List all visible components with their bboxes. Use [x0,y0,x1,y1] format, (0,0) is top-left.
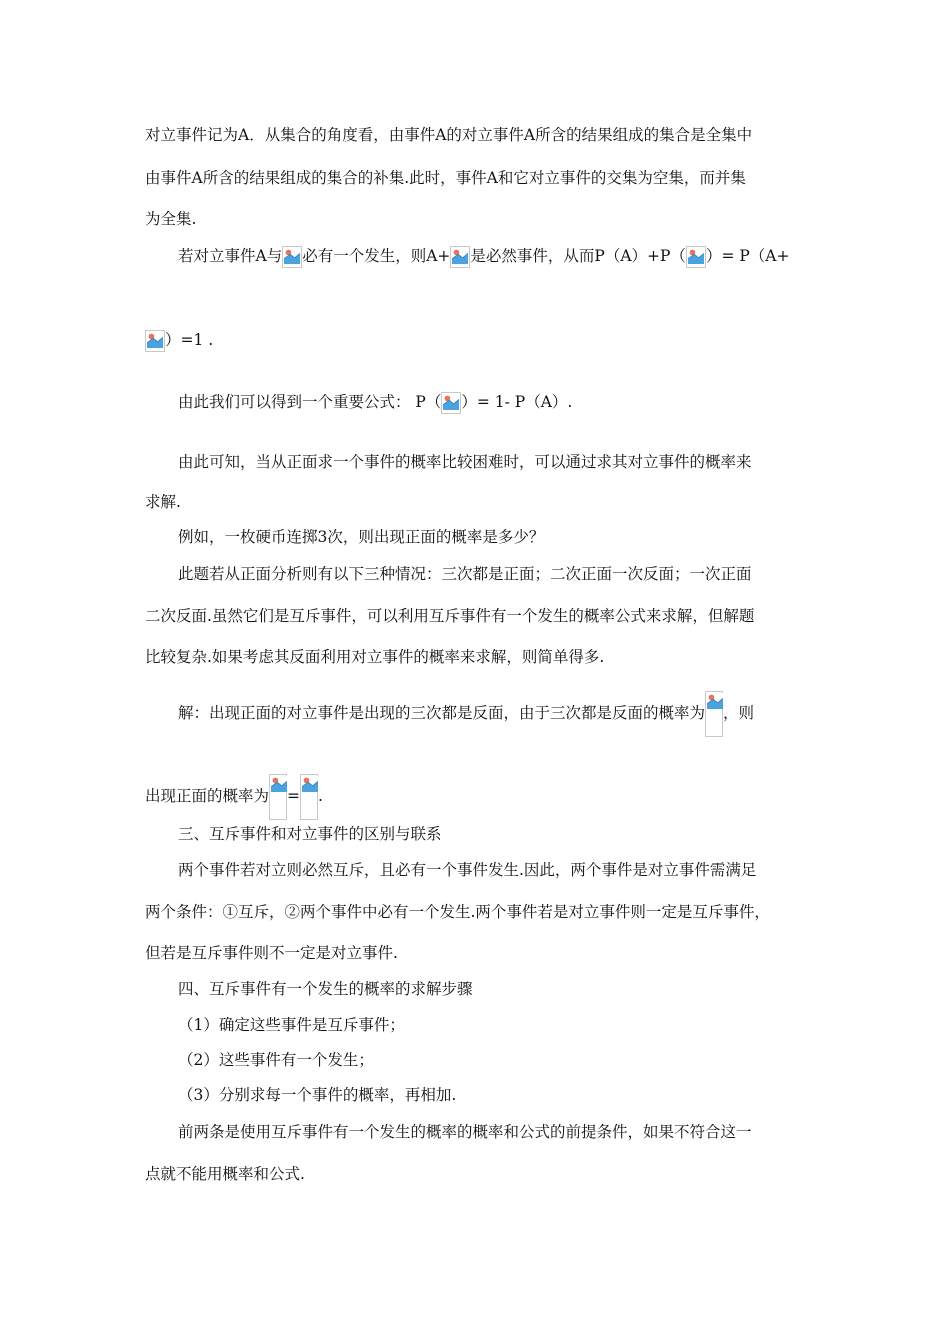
text-run: ）= P（A+ [705,247,790,265]
paragraph-line [145,328,213,352]
formula-image-icon [450,246,470,268]
text-run: ）=1 . [165,331,214,349]
paragraph-line: 求解. [145,493,181,511]
paragraph-line: 二次反面.虽然它们是互斥事件，可以利用互斥事件有一个发生的概率公式来求解，但解题 [145,607,755,625]
paragraph-line [178,390,572,414]
paragraph-line: 由事件A所含的结果组成的集合的补集.此时，事件A和它对立事件的交集为空集，而并集 [145,169,746,187]
list-item: （2）这些事件有一个发生； [178,1051,374,1069]
text-run: . [318,787,323,805]
text-run: ，则 [723,704,755,722]
text-run: 解：出现正面的对立事件是出现的三次都是反面，由于三次都是反面的概率为 [178,704,706,722]
paragraph-line: 例如，一枚硬币连掷3次，则出现正面的概率是多少？ [178,528,545,546]
paragraph-line: 前两条是使用互斥事件有一个发生的概率的概率和公式的前提条件，如果不符合这一 [178,1123,752,1141]
text-run: 必有一个发生，则A+ [302,247,451,265]
paragraph-line: 对立事件记为A．从集合的角度看，由事件A的对立事件A所含的结果组成的集合是全集中 [145,126,753,144]
section-heading: 四、互斥事件有一个发生的概率的求解步骤 [178,980,473,998]
formula-image-icon [282,246,302,268]
list-item: （1）确定这些事件是互斥事件； [178,1016,405,1034]
paragraph-line [178,691,754,737]
formula-image-icon [441,392,461,414]
fraction-image-icon [300,774,318,820]
section-heading: 三、互斥事件和对立事件的区别与联系 [178,825,442,843]
formula-image-icon [145,330,165,352]
text-run: = [287,787,301,805]
text-run: 出现正面的概率为 [145,787,270,805]
fraction-image-icon [705,691,723,737]
paragraph-line: 但若是互斥事件则不一定是对立事件. [145,944,398,962]
text-run: 由此我们可以得到一个重要公式： P（ [178,393,442,411]
paragraph-line: 为全集. [145,210,197,228]
paragraph-line: 两个条件：①互斥，②两个事件中必有一个发生.两个事件若是对立事件则一定是互斥事件， [145,903,770,921]
paragraph-line: 比较复杂.如果考虑其反面利用对立事件的概率来求解，则简单得多. [145,648,605,666]
formula-image-icon [686,246,706,268]
paragraph-line [178,244,789,268]
paragraph-line [145,774,323,820]
list-item: （3）分别求每一个事件的概率，再相加. [178,1086,457,1104]
fraction-image-icon [269,774,287,820]
paragraph-line: 点就不能用概率和公式. [145,1165,305,1183]
paragraph-line: 由此可知，当从正面求一个事件的概率比较困难时，可以通过求其对立事件的概率来 [178,453,752,471]
text-run: 是必然事件，从而P（A）+P（ [470,247,686,265]
text-run: ）= 1- P（A）. [461,393,573,411]
text-run: 若对立事件A与 [178,247,283,265]
paragraph-line: 此题若从正面分析则有以下三种情况：三次都是正面；二次正面一次反面；一次正面 [178,565,752,583]
paragraph-line: 两个事件若对立则必然互斥，且必有一个事件发生.因此，两个事件是对立事件需满足 [178,861,757,879]
